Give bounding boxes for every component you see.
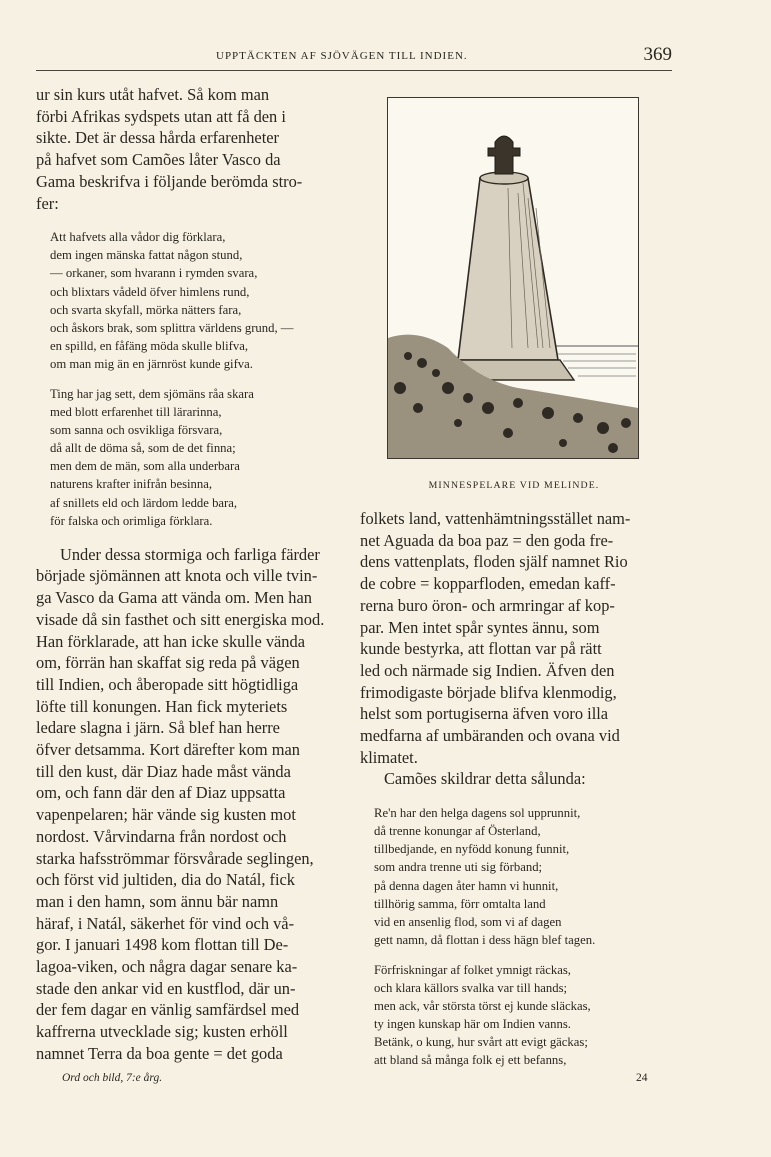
text-line: på hafvet som Camões låter Vasco da [36,150,281,170]
poem-line: Betänk, o kung, hur svårt att evigt gäckas; [374,1035,588,1050]
poem-line: som andra trenne uti sig förband; [374,860,543,875]
text-line: löfte till konungen. Han fick myteriets [36,696,288,716]
left-column [36,84,342,1065]
poem-line: Re'n har den helga dagens sol upprunnit, [374,806,581,821]
poem-stanza-1 [36,228,342,373]
main-paragraph-right [360,508,668,790]
poem-line: och blixtars vådeld öfver himlens rund, [50,284,250,299]
poem-line: vid en ansenlig flod, som vi af dagen [374,914,562,929]
poem-line: — orkaner, som hvarann i rymden svara, [50,266,258,281]
text-line: frimodigaste började blifva klenmodig, [360,682,617,702]
intro-paragraph [36,84,342,214]
text-line: par. Men intet spår syntes ännu, som [360,617,600,637]
poem-line: tillhörig samma, förr omtalta land [374,896,546,911]
text-line: helst som portugiserna äfven voro illa [360,704,609,724]
text-line: förbi Afrikas sydspets utan att få den i [36,106,286,126]
text-line: kunde bestyrka, att flottan var på rätt [360,639,602,659]
poem-line: och klara källors svalka var till hands; [374,980,568,995]
text-line: starka hafsströmmar försvårade seglingen, [36,848,314,868]
pillar-engraving-icon [388,98,638,458]
text-line: de cobre = kopparfloden, emedan kaff- [360,574,616,594]
figure-caption: MINNESPELARE VID MELINDE. [428,480,600,491]
poem-line: men ack, vår största törst ej kunde släckas, [374,999,591,1014]
text-line: sikte. Det är dessa hårda erfarenheter [36,128,279,148]
right-column [360,508,668,1069]
signature-mark: 24 [636,1072,648,1084]
text-line: fer: [36,193,59,213]
text-line: Camões skildrar detta sålunda: [384,769,586,789]
poem-line: om man mig än en järnröst kunde gifva. [50,356,253,371]
text-line: gor. I januari 1498 kom flottan till De- [36,935,289,955]
text-line: rerna buro öron- och armringar af kop- [360,595,615,615]
poem-line: och svarta skyfall, mörka nätters fara, [50,302,242,317]
text-line: ur sin kurs utåt hafvet. Så kom man [36,85,270,104]
text-line: stade den ankar vid en kustflod, där un- [36,978,296,998]
poem-stanza-3 [360,804,668,949]
text-line: öfver detsamma. Kort därefter kom man [36,740,300,760]
page-header [36,44,672,71]
main-paragraph-left [36,544,342,1065]
poem-line: Att hafvets alla vådor dig förklara, [50,230,226,245]
text-line: net Aguada da boa paz = den goda fre- [360,530,614,550]
poem-line: men dem de män, som alla underbara [50,459,240,474]
text-line: klimatet. [360,747,418,767]
text-line: man i den hamn, som ännu bär namn [36,891,279,911]
text-line: led och närmade sig Indien. Äfven den [360,660,615,680]
text-line: namnet Terra da boa gente = det goda [36,1043,283,1063]
text-line: Han förklarade, att han icke skulle vända [36,631,305,651]
poem-line: ty ingen kunskap här om Indien vanns. [374,1017,571,1032]
text-line: medfarna af umbäranden och ovana vid [360,726,620,746]
text-line: och först vid jultiden, dia do Natál, fick [36,870,296,890]
text-line: der fem dagar en vänlig samfärdsel med [36,1000,300,1020]
poem-stanza-2 [36,385,342,530]
text-line: ledare slagna i järn. Så blef han herre [36,718,280,738]
text-line: ga Vasco da Gama att vända om. Men han [36,588,312,608]
text-line: om, förrän han skaffat sig reda på vägen [36,653,300,673]
running-head: UPPTÄCKTEN AF SJÖVÄGEN TILL INDIEN. [216,50,468,62]
source-note: Ord och bild, 7:e årg. [62,1072,163,1084]
text-line: visade då sin fasthet och sitt energiska mod. [36,609,325,629]
poem-line: tillbedjande, en nyfödd konung funnit, [374,842,570,857]
poem-line: då trenne konungar af Österland, [374,824,541,839]
text-line: nordost. Vårvindarna från nordost och [36,826,287,846]
poem-line: som sanna och osvikliga försvara, [50,423,223,438]
poem-stanza-4 [360,961,668,1070]
poem-line: af snillets eld och lärdom ledde bara, [50,495,238,510]
poem-line: Förfriskningar af folket ymnigt räckas, [374,962,571,977]
poem-line: en spilld, en fåfäng möda skulle blifva, [50,338,249,353]
text-line: började sjömännen att knota och ville tvin- [36,566,318,586]
text-line: Gama beskrifva i följande berömda stro- [36,171,303,191]
text-line: till den kust, där Diaz hade måst vända [36,761,291,781]
pillar-illustration [387,97,639,459]
text-line: kaffrerna utvecklade sig; kusten erhöll [36,1022,288,1042]
text-line: folkets land, vattenhämtningsstället nam- [360,509,631,528]
text-line: lagoa-viken, och några dagar senare ka- [36,957,298,977]
poem-line: för falska och orimliga förklara. [50,513,213,528]
text-line: om, och fann där den af Diaz uppsatta [36,783,286,803]
poem-line: med blott erfarenhet till lärarinna, [50,405,222,420]
poem-line: Ting har jag sett, dem sjömäns råa skara [50,386,254,401]
page-number: 369 [643,44,672,65]
text-line: vapenpelaren; här vände sig kusten mot [36,805,296,825]
poem-line: naturens krafter inifrån besinna, [50,477,213,492]
poem-line: då allt de döma så, som de det finna; [50,441,236,456]
poem-line: gett namn, då flottan i dess hägn blef tagen. [374,932,596,947]
poem-line: och åskors brak, som splittra världens grund, — [50,320,294,335]
poem-line: dem ingen mänska fattat någon stund, [50,248,243,263]
text-line: Under dessa stormiga och farliga färder [60,544,320,564]
poem-line: på denna dagen åter hamn vi hunnit, [374,878,559,893]
poem-line: att bland så många folk ej ett befanns, [374,1053,567,1068]
text-line: häraf, i Natál, säkerhet för vind och vå- [36,913,295,933]
text-line: dens vattenplats, floden själf namnet Rio [360,552,628,572]
text-line: till Indien, och åberopade sitt högtidliga [36,674,299,694]
